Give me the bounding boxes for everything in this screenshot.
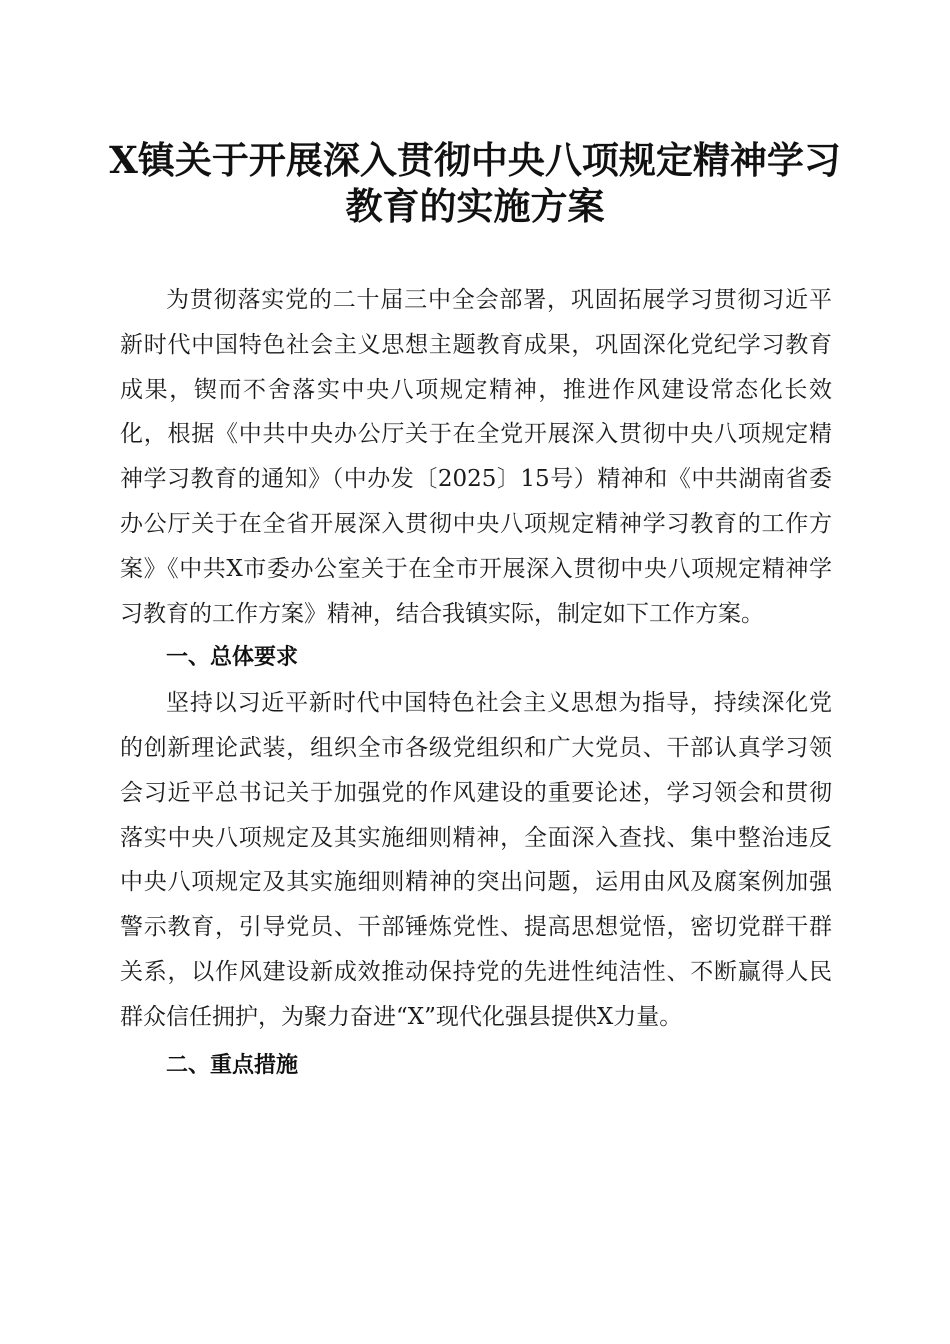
document-body	[120, 278, 832, 1088]
intro-paragraph: 为贯彻落实党的二十届三中全会部署，巩固拓展学习贯彻习近平新时代中国特色社会主义思想主题教育成果，巩固深化党纪学习教育成果，锲而不舍落实中央八项规定精神，推进作风建设常态化长效化，根据《中共中央办公厅关于在全党开展深入贯彻中央八项规定精神学习教育的通知》（中办发〔2025〕15号）精神和《中共湖南省委办公厅关于在全省开展深入贯彻中央八项规定精神学习教育的工作方案》《中共X市委办公室关于在全市开展深入贯彻中央八项规定精神学习教育的工作方案》精神，结合我镇实际，制定如下工作方案。	[120, 287, 832, 627]
document-title-line-1: X镇关于开展深入贯彻中央八项规定精神学习	[109, 138, 841, 182]
section-heading-general-requirements: 一、总体要求	[166, 645, 299, 671]
section-heading-key-measures: 二、重点措施	[166, 1052, 299, 1078]
document-title-line-2: 教育的实施方案	[345, 184, 605, 228]
general-requirements-paragraph: 坚持以习近平新时代中国特色社会主义思想为指导，持续深化党的创新理论武装，组织全市各级党组织和广大党员、干部认真学习领会习近平总书记关于加强党的作风建设的重要论述，学习领会和贯彻落实中央八项规定及其实施细则精神，全面深入查找、集中整治违反中央八项规定及其实施细则精神的突出问题，运用由风及腐案例加强警示教育，引导党员、干部锤炼党性、提高思想觉悟，密切党群干群关系，以作风建设新成效推动保持党的先进性纯洁性、不断赢得人民群众信任拥护，为聚力奋进“X”现代化强县提供X力量。	[120, 690, 832, 1030]
